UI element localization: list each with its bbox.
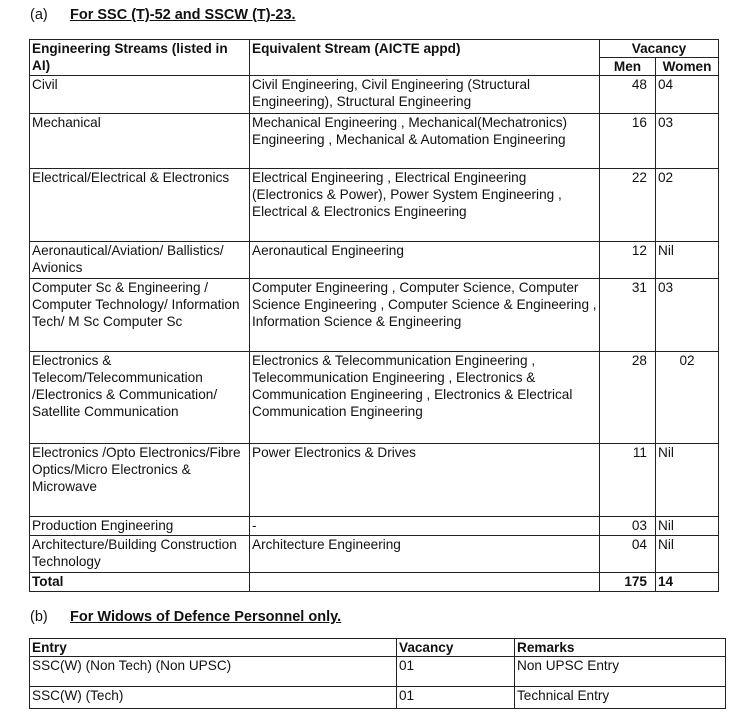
equivalent-cell: - [250,517,600,536]
men-cell: 31 [600,279,656,352]
vacancy-cell: 01 [397,657,515,687]
equivalent-cell: Aeronautical Engineering [250,242,600,279]
section-b-label: (b) [30,609,48,625]
vacancy-cell: 01 [397,687,515,709]
stream-cell: Production Engineering [30,517,250,536]
widows-table [29,638,726,709]
equivalent-cell: Electronics & Telecommunication Engineering , Telecommunication Engineering , Electronics & Communication Engineering , Electronics & Electrical Communication Engineering [250,352,600,444]
men-cell: 22 [600,169,656,242]
table-row [30,76,719,114]
table-row [30,114,719,169]
stream-cell: Mechanical [30,114,250,169]
table-row [30,169,719,242]
equivalent-cell: Computer Engineering , Computer Science, Computer Science Engineering , Computer Science & Engineering , Information Science & Engineering [250,279,600,352]
header-engineering-streams: Engineering Streams (listed in AI) [30,40,250,76]
table-row [30,242,719,279]
equivalent-cell: Electrical Engineering , Electrical Engineering (Electronics & Power), Power System Engineering , Electrical & Electronics Engineering [250,169,600,242]
total-label: Total [30,573,250,592]
section-a-label: (a) [30,7,48,23]
women-cell: 04 [656,76,719,114]
header-vacancy: Vacancy [600,40,719,58]
women-cell: 02 [656,169,719,242]
header-remarks: Remarks [515,639,726,657]
equivalent-cell: Architecture Engineering [250,536,600,573]
men-cell: 12 [600,242,656,279]
remarks-cell: Technical Entry [515,687,726,709]
total-row [30,573,719,592]
section-b-title: For Widows of Defence Personnel only. [70,609,342,625]
women-cell: Nil [656,536,719,573]
stream-cell: Computer Sc & Engineering / Computer Technology/ Information Tech/ M Sc Computer Sc [30,279,250,352]
total-women: 14 [656,573,719,592]
equivalent-cell: Civil Engineering, Civil Engineering (Structural Engineering), Structural Engineering [250,76,600,114]
entry-cell: SSC(W) (Tech) [30,687,397,709]
men-cell: 28 [600,352,656,444]
section-b-heading [30,609,341,625]
table-row [30,657,726,687]
section-a-title: For SSC (T)-52 and SSCW (T)-23. [70,7,296,23]
stream-cell: Electrical/Electrical & Electronics [30,169,250,242]
table-row [30,444,719,517]
vacancy-table [29,39,719,592]
women-cell: 02 [656,352,719,444]
header-equivalent-stream: Equivalent Stream (AICTE appd) [250,40,600,76]
women-cell: 03 [656,279,719,352]
stream-cell: Aeronautical/Aviation/ Ballistics/ Avionics [30,242,250,279]
men-cell: 11 [600,444,656,517]
men-cell: 16 [600,114,656,169]
men-cell: 04 [600,536,656,573]
header-women: Women [656,58,719,76]
header-entry: Entry [30,639,397,657]
header-vacancy-b: Vacancy [397,639,515,657]
women-cell: Nil [656,444,719,517]
table-row [30,517,719,536]
stream-cell: Civil [30,76,250,114]
equivalent-cell: Power Electronics & Drives [250,444,600,517]
total-men: 175 [600,573,656,592]
header-men: Men [600,58,656,76]
women-cell: Nil [656,517,719,536]
stream-cell: Architecture/Building Construction Technology [30,536,250,573]
stream-cell: Electronics /Opto Electronics/Fibre Optics/Micro Electronics & Microwave [30,444,250,517]
table-row [30,536,719,573]
table-row [30,687,726,709]
table-row [30,352,719,444]
table-row [30,279,719,352]
equivalent-cell: Mechanical Engineering , Mechanical(Mechatronics) Engineering , Mechanical & Automation Engineering [250,114,600,169]
men-cell: 48 [600,76,656,114]
entry-cell: SSC(W) (Non Tech) (Non UPSC) [30,657,397,687]
section-a-heading [30,7,296,23]
stream-cell: Electronics & Telecom/Telecommunication /Electronics & Communication/ Satellite Communication [30,352,250,444]
remarks-cell: Non UPSC Entry [515,657,726,687]
women-cell: Nil [656,242,719,279]
total-empty-cell [250,573,600,592]
men-cell: 03 [600,517,656,536]
women-cell: 03 [656,114,719,169]
